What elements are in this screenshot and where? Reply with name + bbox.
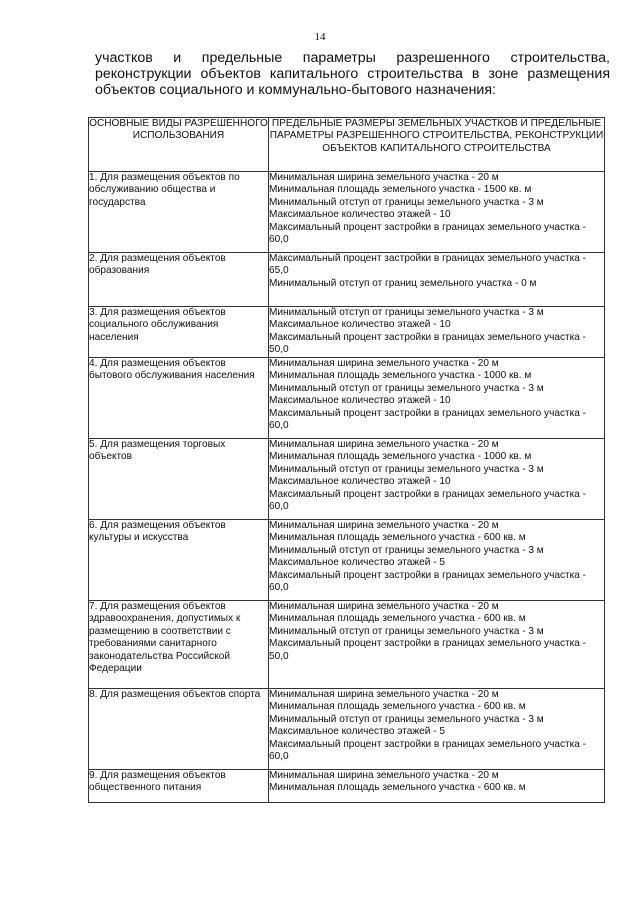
param-line: Минимальный отступ от границы земельного участка - 3 м	[269, 544, 544, 556]
param-line: Минимальный отступ от границы земельного участка - 3 м	[269, 463, 544, 475]
params-cell	[269, 439, 605, 520]
table-row	[89, 358, 605, 439]
params-cell	[269, 358, 605, 439]
param-line: Минимальная ширина земельного участка - 20 м	[269, 520, 499, 531]
use-type-cell: 4. Для размещения объектов бытового обслуживания населения	[89, 358, 269, 439]
param-line: Минимальная площадь земельного участка - 1000 кв. м	[269, 370, 532, 382]
use-type-cell: 8. Для размещения объектов спорта	[89, 689, 269, 770]
table-row	[89, 253, 605, 307]
param-line: Минимальная ширина земельного участка - 20 м	[269, 601, 499, 612]
intro-line: реконструкции объектов капитального строительства в зоне размещения	[95, 66, 610, 82]
param-line: Минимальный отступ от границы земельного участка - 3 м	[269, 625, 544, 637]
param-line: Максимальное количество этажей - 5	[269, 726, 445, 738]
header-params: ПРЕДЕЛЬНЫЕ РАЗМЕРЫ ЗЕМЕЛЬНЫХ УЧАСТКОВ И ПРЕДЕЛЬНЫЕ ПАРАМЕТРЫ РАЗРЕШЕННОГО СТРОИТЕЛЬСТВА, РЕКОНСТРУКЦИИ ОБЪЕКТОВ КАПИТАЛЬНОГО СТРОИТЕЛЬСТВА	[269, 118, 605, 172]
table-row	[89, 439, 605, 520]
param-line: Минимальная площадь земельного участка - 1000 кв. м	[269, 451, 532, 463]
param-line: Максимальный процент застройки в границах земельного участка - 60,0	[269, 407, 587, 432]
param-line: Минимальная ширина земельного участка - 20 м	[269, 770, 499, 781]
param-line: Максимальный процент застройки в границах земельного участка - 50,0	[269, 331, 587, 356]
params-cell	[269, 770, 605, 803]
param-line: Максимальный процент застройки в границах земельного участка - 60,0	[269, 221, 587, 246]
param-line: Минимальная ширина земельного участка - 20 м	[269, 689, 499, 700]
param-line: Максимальный процент застройки в границах земельного участка - 65,0	[269, 253, 587, 277]
table-row	[89, 520, 605, 601]
params-cell	[269, 172, 605, 253]
param-line: Минимальная ширина земельного участка - 20 м	[269, 358, 499, 369]
param-line: Минимальная площадь земельного участка - 600 кв. м	[269, 701, 526, 713]
params-cell	[269, 520, 605, 601]
table-row	[89, 172, 605, 253]
intro-line: объектов социального и коммунально-бытового назначения:	[95, 82, 496, 98]
params-cell	[269, 307, 605, 358]
param-line: Минимальный отступ от границы земельного участка - 3 м	[269, 713, 544, 725]
table-row	[89, 689, 605, 770]
param-line: Минимальная ширина земельного участка - 20 м	[269, 439, 499, 450]
table-row	[89, 601, 605, 689]
param-line: Минимальный отступ от границы земельного участка - 3 м	[269, 382, 544, 394]
param-line: Максимальное количество этажей - 10	[269, 476, 451, 488]
params-cell	[269, 253, 605, 307]
use-type-cell: 7. Для размещения объектов здравоохранения, допустимых к размещению в соответствии с требованиями санитарного законодательства Российской Федерации	[89, 601, 269, 689]
param-line: Максимальное количество этажей - 10	[269, 319, 451, 331]
param-line: Минимальная площадь земельного участка - 600 кв. м	[269, 782, 526, 794]
param-line: Минимальная площадь земельного участка - 600 кв. м	[269, 532, 526, 544]
param-line: Минимальная площадь земельного участка - 600 кв. м	[269, 613, 526, 625]
table-body	[89, 172, 605, 803]
use-type-cell: 6. Для размещения объектов культуры и искусства	[89, 520, 269, 601]
param-line: Максимальный процент застройки в границах земельного участка - 50,0	[269, 638, 587, 662]
param-line: Минимальная площадь земельного участка - 1500 кв. м	[269, 184, 532, 196]
header-uses: ОСНОВНЫЕ ВИДЫ РАЗРЕШЕННОГО ИСПОЛЬЗОВАНИЯ	[89, 118, 269, 172]
param-line: Максимальное количество этажей - 5	[269, 557, 445, 569]
param-line: Минимальная ширина земельного участка - 20 м	[269, 172, 499, 183]
param-line: Максимальный процент застройки в границах земельного участка - 60,0	[269, 738, 587, 763]
param-line: Минимальный отступ от границы земельного участка - 3 м	[269, 196, 544, 208]
intro-paragraph	[95, 50, 610, 98]
use-type-cell: 1. Для размещения объектов по обслуживанию общества и государства	[89, 172, 269, 253]
param-line: Максимальное количество этажей - 10	[269, 395, 451, 407]
use-type-cell: 3. Для размещения объектов социального обслуживания населения	[89, 307, 269, 358]
param-line: Минимальный отступ от границ земельного участка - 0 м	[269, 277, 537, 289]
params-cell	[269, 601, 605, 689]
param-line: Максимальный процент застройки в границах земельного участка - 60,0	[269, 569, 587, 594]
param-line: Максимальное количество этажей - 10	[269, 209, 451, 221]
use-type-cell: 2. Для размещения объектов образования	[89, 253, 269, 307]
table-row	[89, 307, 605, 358]
intro-line: участков и предельные параметры разрешенного строительства,	[95, 50, 610, 66]
regulations-table	[88, 117, 605, 803]
page-number: 14	[314, 31, 326, 43]
use-type-cell: 5. Для размещения торговых объектов	[89, 439, 269, 520]
param-line: Максимальный процент застройки в границах земельного участка - 60,0	[269, 488, 587, 513]
param-line: Минимальный отступ от границы земельного участка - 3 м	[269, 307, 544, 318]
use-type-cell: 9. Для размещения объектов общественного питания	[89, 770, 269, 803]
table-row	[89, 770, 605, 803]
params-cell	[269, 689, 605, 770]
